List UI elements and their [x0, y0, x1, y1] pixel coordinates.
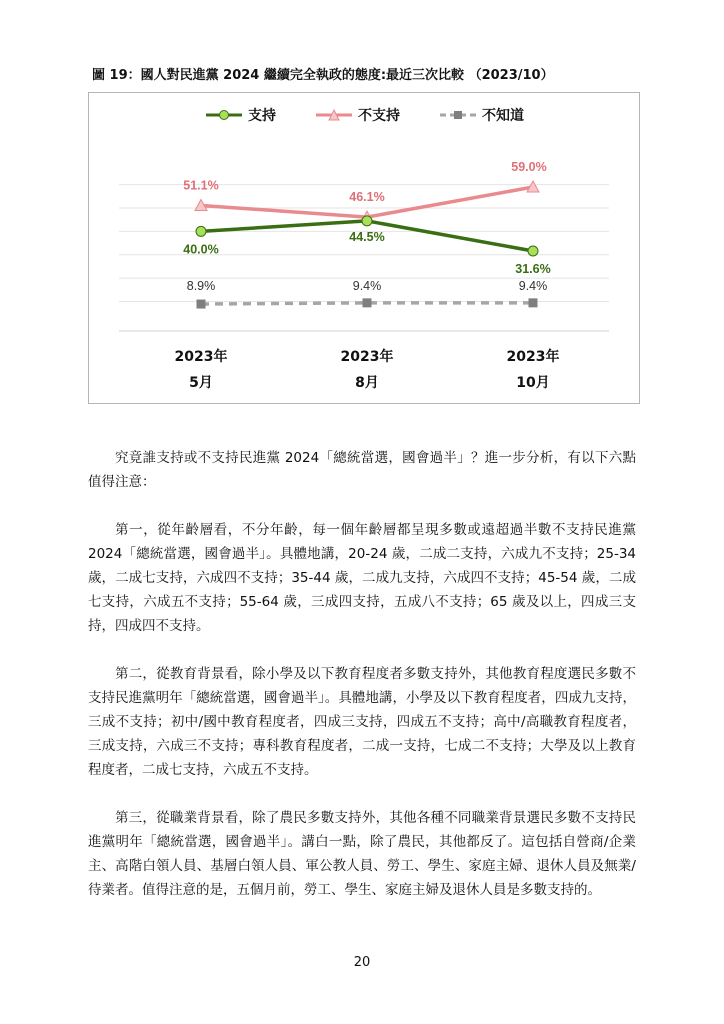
legend-item-unknown — [438, 105, 524, 125]
legend-item-support — [204, 105, 276, 125]
legend-item-oppose — [314, 105, 400, 125]
x-tick-label-2-0: 2023年 — [506, 349, 560, 365]
data-point-support-2 — [528, 246, 538, 256]
legend-label-oppose: 不支持 — [358, 108, 400, 124]
legend-swatch-oppose — [314, 108, 354, 122]
paragraph-occupation: 第三，從職業背景看，除了農民多數支持外，其他各種不同職業背景選民多數不支持民進黨明年「總統當選，國會過半」。講白一點，除了農民，其他都反了。這包括自營商/企業主、高階白領人員、基層白領人員、軍公教人員、勞工、學生、家庭主婦、退休人員及無業/待業者。值得注意的是，五個月前，勞工、學生、家庭主婦及退休人員是多數支持的。 — [88, 810, 636, 898]
legend-label-support: 支持 — [248, 108, 276, 124]
chart-legend — [89, 105, 639, 125]
data-point-support-1 — [362, 216, 372, 226]
data-label-2-2: 9.4% — [518, 278, 548, 293]
data-label-2-0: 8.9% — [186, 279, 216, 294]
data-point-unknown-1 — [363, 298, 372, 307]
figure-title: 圖 19：國人對民進黨 2024 繼續完全執政的態度:最近三次比較 （2023/10） — [92, 68, 554, 83]
x-tick-label-1-1: 8月 — [355, 375, 379, 391]
data-label-1-2: 59.0% — [511, 160, 547, 174]
paragraph-intro: 究竟誰支持或不支持民進黨 2024「總統當選，國會過半」？進一步分析，有以下六點值得注意： — [88, 450, 636, 490]
x-tick-label-2-1: 10月 — [516, 375, 550, 391]
legend-label-unknown: 不知道 — [482, 108, 524, 124]
page-number: 20 — [353, 955, 371, 970]
x-tick-label-0-0: 2023年 — [174, 349, 228, 365]
data-label-0-2: 31.6% — [515, 262, 551, 276]
paragraph-age: 第一，從年齡層看，不分年齡，每一個年齡層都呈現多數或遠超過半數不支持民進黨 2024「總統當選，國會過半」。具體地講，20-24 歲，二成二支持，六成九不支持；25-34 歲，二成七支持，六成四不支持；35-44 歲，二成九支持，六成四不支持；45-54 歲，二成七支持，六成五不支持；55-64 歲，三成四支持，五成八不支持；65 歲及以上，四成三支持，四成四不支持。 — [88, 522, 636, 634]
line-chart — [88, 92, 640, 404]
data-point-unknown-2 — [529, 298, 538, 307]
x-tick-label-1-0: 2023年 — [340, 349, 394, 365]
paragraph-education: 第二，從教育背景看，除小學及以下教育程度者多數支持外，其他教育程度選民多數不支持民進黨明年「總統當選，國會過半」。具體地講，小學及以下教育程度者，四成九支持，三成不支持；初中/國中教育程度者，四成三支持，四成五不支持；高中/高職教育程度者，三成支持，六成三不支持；專科教育程度者，二成一支持，七成二不支持；大學及以上教育程度者，二成七支持，六成五不支持。 — [88, 666, 636, 778]
data-label-1-0: 51.1% — [183, 178, 219, 193]
legend-swatch-unknown — [438, 108, 478, 122]
chart-plot — [89, 93, 639, 403]
data-label-0-1: 44.5% — [349, 229, 385, 244]
data-point-support-0 — [196, 226, 206, 236]
data-label-0-0: 40.0% — [183, 242, 219, 257]
data-point-unknown-0 — [197, 300, 206, 309]
data-label-2-1: 9.4% — [352, 278, 382, 293]
x-tick-label-0-1: 5月 — [189, 375, 213, 391]
data-label-1-1: 46.1% — [349, 190, 385, 205]
legend-swatch-support — [204, 108, 244, 122]
